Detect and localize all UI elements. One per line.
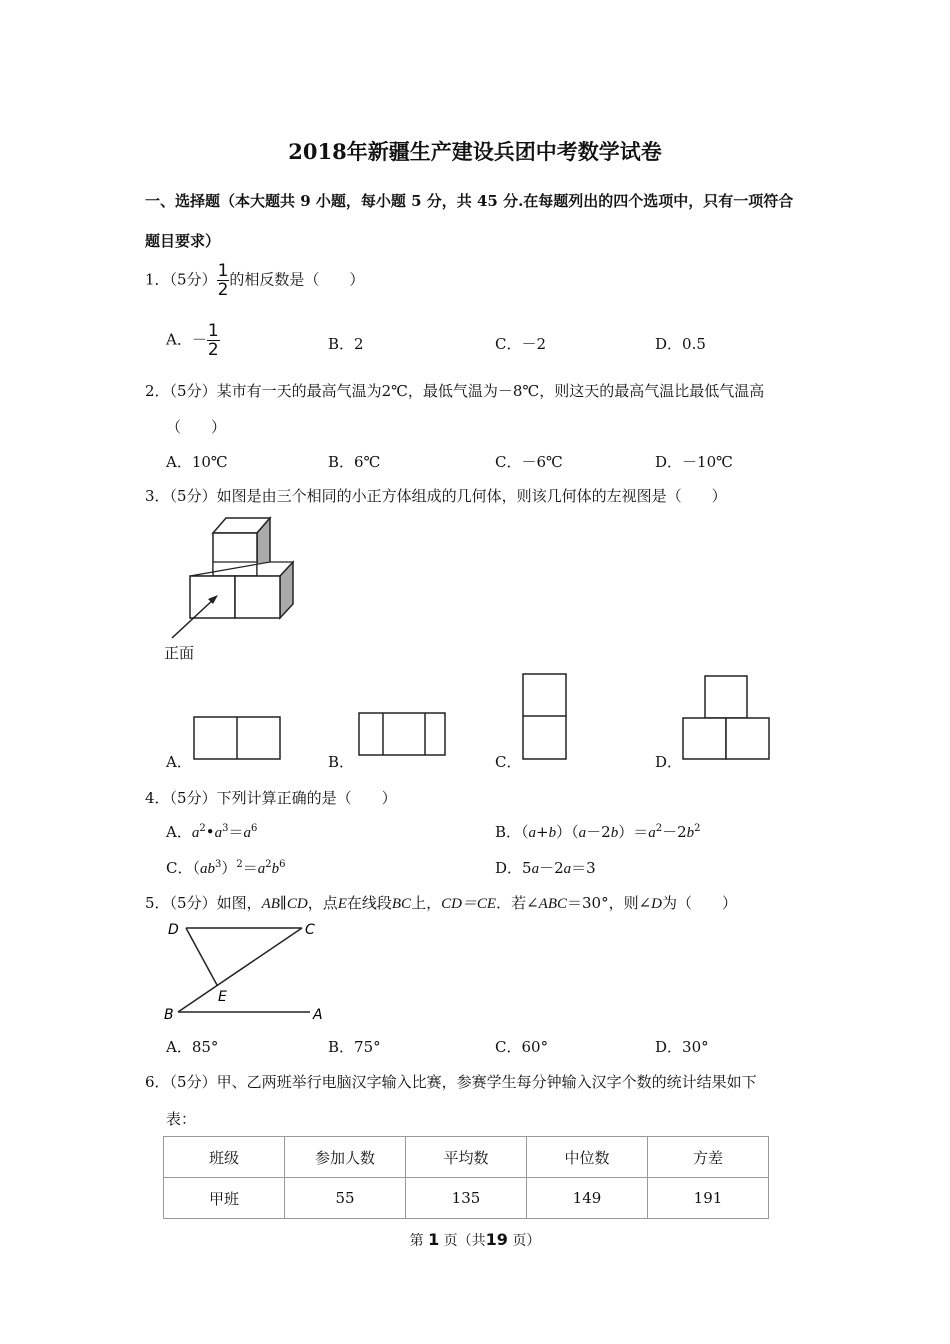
- q5-option-b[interactable]: B．75°: [328, 1038, 381, 1056]
- label-e: E: [218, 989, 227, 1005]
- q2-option-c[interactable]: C．－6℃: [495, 453, 563, 471]
- question-3: 3．（5分）如图是由三个相同的小正方体组成的几何体，则该几何体的左视图是（ ）: [145, 487, 727, 505]
- table-header-cell: 方差: [648, 1137, 769, 1178]
- front-label: 正面: [164, 644, 195, 662]
- q3-option-a-figure: [193, 715, 283, 761]
- label-a: A: [313, 1007, 323, 1023]
- page-footer: 第 1 页（共19 页）: [409, 1230, 541, 1249]
- question-5: 5．（5分）如图，AB∥CD，点E在线段BC上，CD＝CE．若∠ABC＝30°，则∠D为（ ）: [145, 894, 738, 912]
- q2-option-b[interactable]: B．6℃: [328, 453, 381, 471]
- q1-fraction: $\frac{1}{2}$: [217, 261, 229, 300]
- question-6: 6．（5分）甲、乙两班举行电脑汉字输入比赛，参赛学生每分钟输入汉字个数的统计结果如下: [145, 1073, 757, 1091]
- q4-option-b[interactable]: B．$(a+b)(a-2b)=a^2-2b^2$: [495, 823, 701, 841]
- table-header-row: [164, 1137, 769, 1178]
- q3-option-b-figure: [358, 711, 448, 757]
- q5-option-d[interactable]: D．30°: [655, 1038, 709, 1056]
- section-heading-cont: 题目要求）: [145, 232, 221, 250]
- question-2-cont: （ ）: [166, 418, 227, 436]
- q3-option-d-figure: [682, 674, 772, 762]
- q5-option-c[interactable]: C．60°: [495, 1038, 549, 1056]
- q4-option-a[interactable]: A．$a^2•a^3=a^6$: [166, 823, 258, 841]
- q3-cube-figure: [160, 510, 305, 665]
- section-heading: 一、选择题（本大题共 9 小题，每小题 5 分，共 45 分.在每题列出的四个选项中，只有一项符合: [145, 192, 794, 210]
- label-b: B: [164, 1007, 174, 1023]
- q3-option-a[interactable]: A．: [166, 753, 192, 771]
- question-2: 2．（5分）某市有一天的最高气温为2℃，最低气温为－8℃，则这天的最高气温比最低气温高: [145, 382, 765, 400]
- question-6-cont: 表：: [166, 1110, 197, 1128]
- q3-option-c-figure: [521, 672, 569, 762]
- table-header-cell: 平均数: [406, 1137, 527, 1178]
- total-pages: 19: [485, 1230, 508, 1249]
- q1-option-c[interactable]: C．－2: [495, 335, 547, 353]
- question-1: [145, 262, 364, 299]
- q6-stats-table: [163, 1136, 769, 1219]
- table-cell: 149: [527, 1178, 648, 1219]
- label-c: C: [305, 922, 315, 938]
- current-page: 1: [428, 1230, 440, 1249]
- table-header-cell: 中位数: [527, 1137, 648, 1178]
- table-cell: 135: [406, 1178, 527, 1219]
- q4-option-c[interactable]: C．$(ab^3)^2=a^2b^6$: [166, 859, 286, 877]
- table-header-cell: 参加人数: [285, 1137, 406, 1178]
- table-row: [164, 1178, 769, 1219]
- q2-option-a[interactable]: A．10℃: [166, 453, 228, 471]
- label-d: D: [168, 922, 179, 938]
- q5-option-a[interactable]: A．85°: [166, 1038, 219, 1056]
- q1-option-d[interactable]: D．0.5: [655, 335, 706, 353]
- q3-option-b[interactable]: B．: [328, 753, 355, 771]
- q1-option-a[interactable]: A．－ $\frac{1}{2}$: [166, 321, 219, 360]
- table-cell: 191: [648, 1178, 769, 1219]
- question-4: 4．（5分）下列计算正确的是（ ）: [145, 789, 397, 807]
- q3-option-d[interactable]: D．: [655, 753, 683, 771]
- q3-option-c[interactable]: C．: [495, 753, 522, 771]
- table-cell: 55: [285, 1178, 406, 1219]
- q1-option-b[interactable]: B．2: [328, 335, 364, 353]
- q1-stem: 的相反数是（ ）: [229, 270, 365, 289]
- q2-option-d[interactable]: D．－10℃: [655, 453, 733, 471]
- table-header-cell: 班级: [164, 1137, 285, 1178]
- q5-geometry-figure: [160, 915, 335, 1030]
- table-cell: 甲班: [164, 1178, 285, 1219]
- page-title: 2018年新疆生产建设兵团中考数学试卷: [288, 139, 662, 164]
- q1-number: 1．（5分）: [145, 270, 217, 289]
- q4-option-d[interactable]: D．5a－2a＝3: [495, 859, 596, 877]
